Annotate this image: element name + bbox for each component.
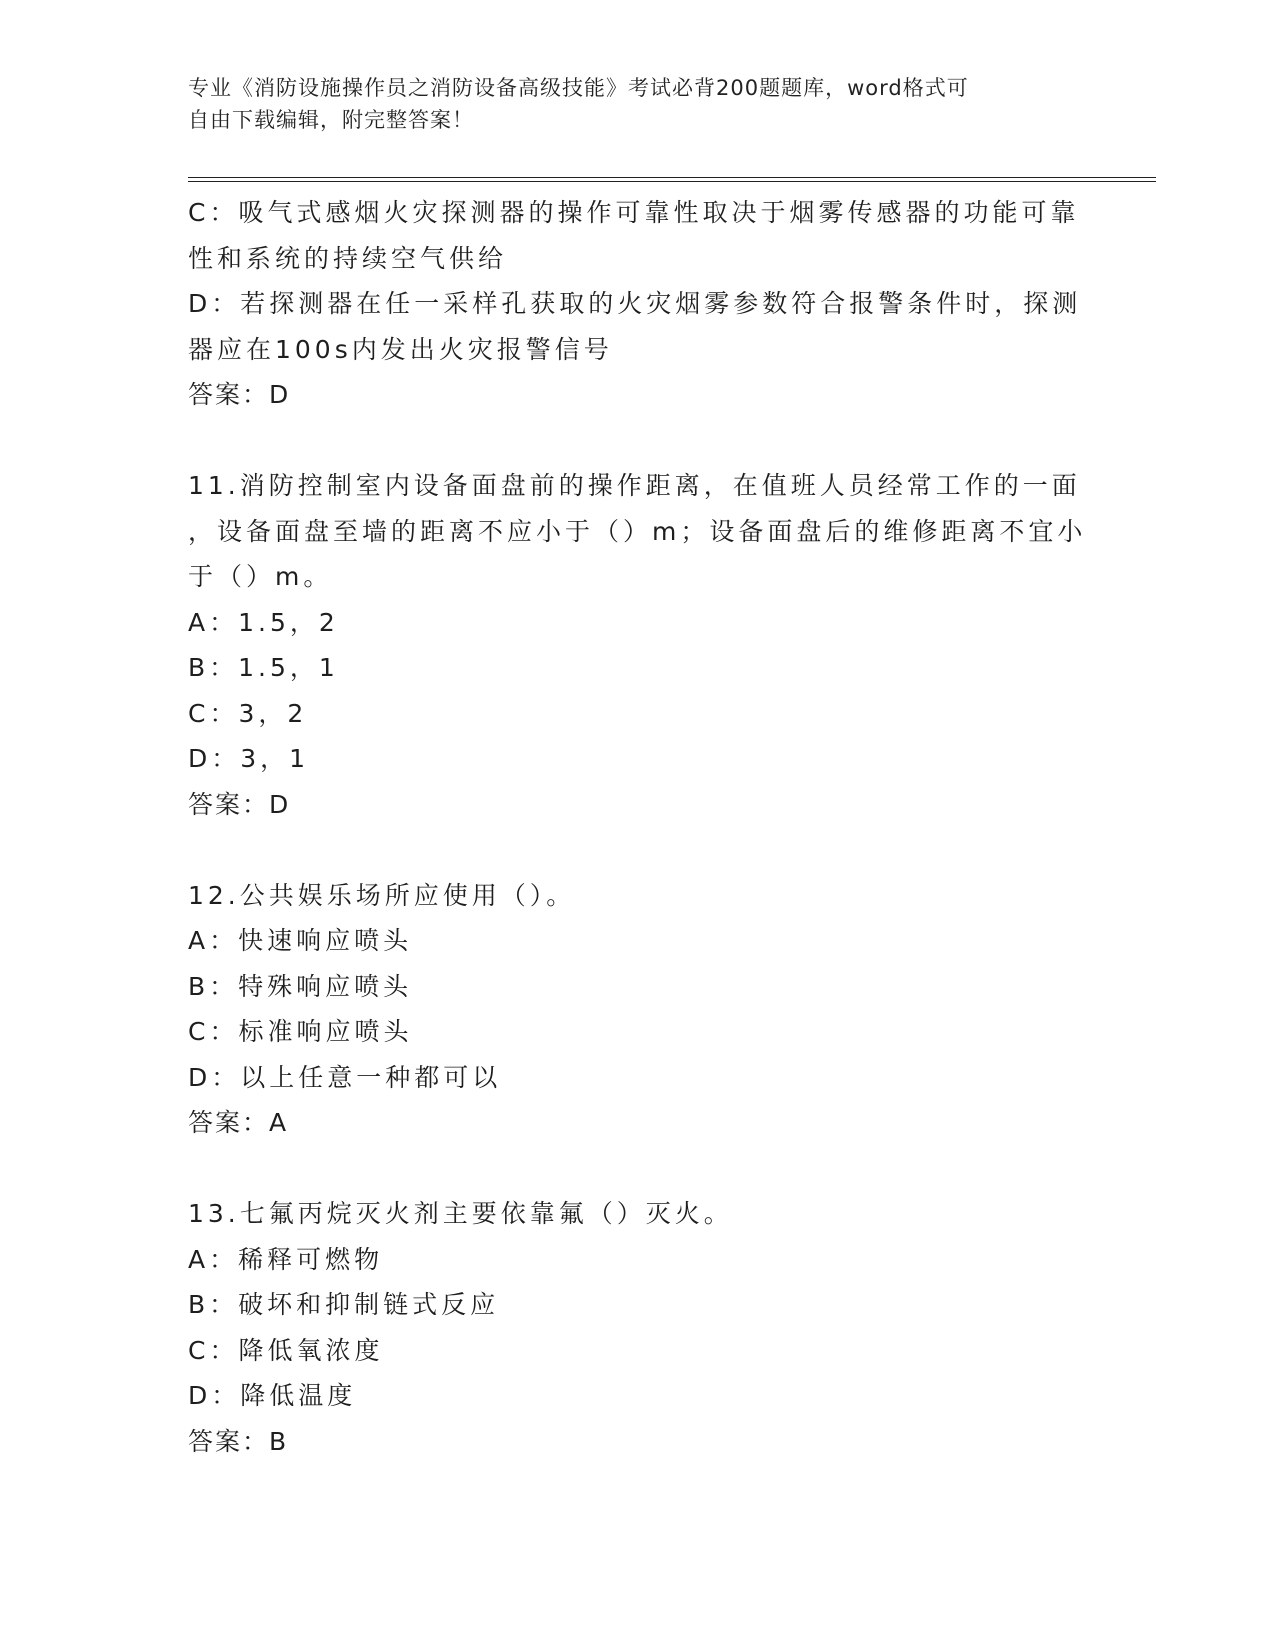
question-11: [188, 463, 1088, 827]
header-divider-top: [188, 177, 1156, 178]
option-b: B：特殊响应喷头: [188, 971, 413, 1001]
option-a: A：快速响应喷头: [188, 926, 413, 955]
answer: 答案：A: [188, 1108, 289, 1137]
question-stem: 11.消防控制室内设备面盘前的操作距离，在值班人员经常工作的一面: [188, 471, 1081, 500]
spacer: [188, 827, 1088, 873]
question-12: [188, 873, 1088, 1146]
question-13: [188, 1191, 1088, 1464]
question-10-tail: [188, 190, 1088, 418]
document-header: [188, 72, 1088, 136]
header-divider-bottom: [188, 181, 1156, 182]
option-c-continued: 性和系统的持续空气供给: [188, 243, 508, 273]
question-stem-continued: ，设备面盘至墙的距离不应小于（）m；设备面盘后的维修距离不宜小: [188, 516, 1087, 546]
question-list: [188, 190, 1088, 1464]
option-a: A：稀释可燃物: [188, 1244, 384, 1274]
option-d: D：以上任意一种都可以: [188, 1062, 502, 1092]
header-line-1: 专业《消防设施操作员之消防设备高级技能》考试必背200题题库，word格式可: [188, 76, 969, 100]
option-a: A：1.5，2: [188, 607, 339, 637]
option-c: C：吸气式感烟火灾探测器的操作可靠性取决于烟雾传感器的功能可靠: [188, 198, 1080, 227]
option-c: C：3，2: [188, 698, 308, 728]
option-d: D：降低温度: [188, 1381, 357, 1410]
option-d-continued: 器应在100s内发出火灾报警信号: [188, 334, 613, 364]
header-line-2: 自由下载编辑，附完整答案！: [188, 108, 474, 132]
question-stem-continued: 于（）m。: [188, 562, 333, 591]
answer: 答案：D: [188, 380, 291, 409]
spacer: [188, 418, 1088, 464]
option-b: B：破坏和抑制链式反应: [188, 1290, 500, 1319]
question-stem: 13.七氟丙烷灭火剂主要依靠氟（）灭火。: [188, 1199, 733, 1228]
option-c: C：降低氧浓度: [188, 1335, 384, 1365]
question-stem: 12.公共娱乐场所应使用（）。: [188, 880, 576, 910]
option-c: C：标准响应喷头: [188, 1017, 413, 1046]
spacer: [188, 1146, 1088, 1192]
option-d: D：若探测器在任一采样孔获取的火灾烟雾参数符合报警条件时，探测: [188, 289, 1082, 318]
answer: 答案：B: [188, 1426, 289, 1456]
answer: 答案：D: [188, 789, 291, 819]
option-d: D：3，1: [188, 744, 310, 773]
option-b: B：1.5，1: [188, 653, 339, 682]
